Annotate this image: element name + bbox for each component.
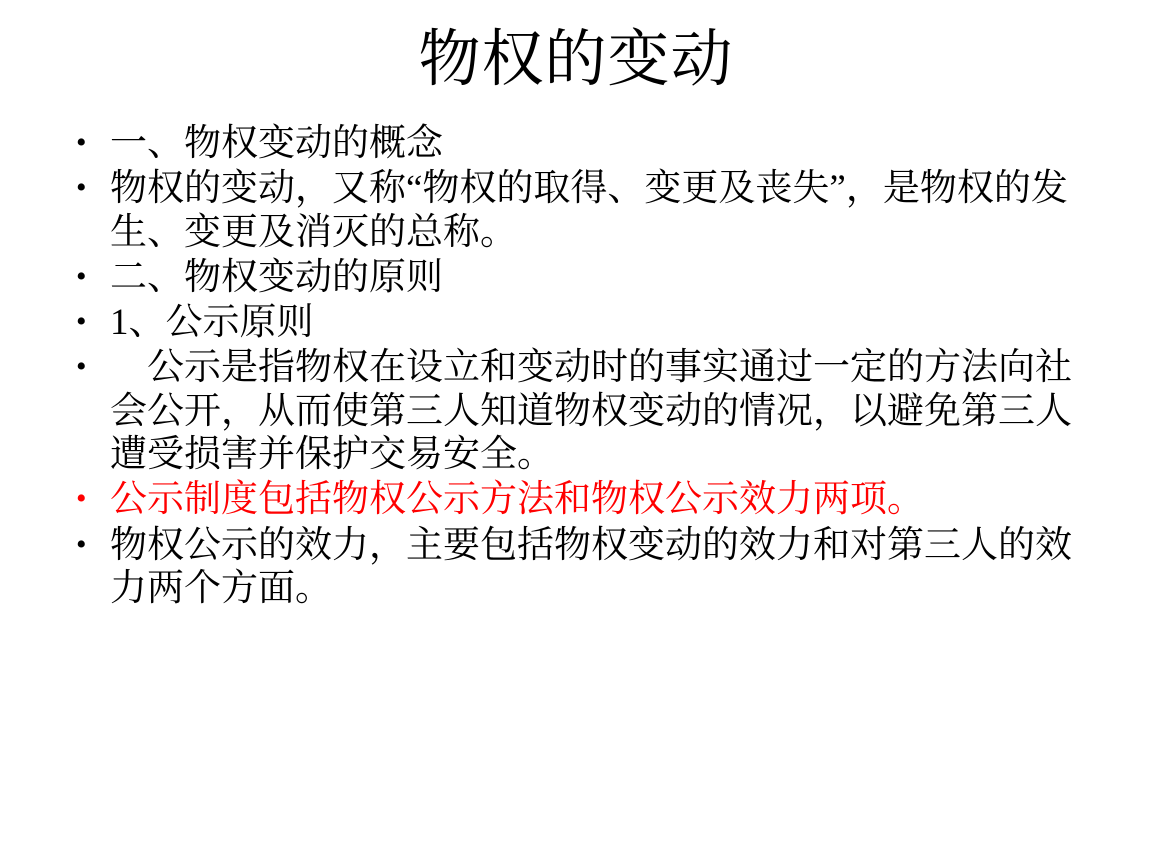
list-item-text: 公示是指物权在设立和变动时的事实通过一定的方法向社会公开，从而使第三人知道物权变动的情况，以避免第三人遭受损害并保护交易安全。 bbox=[110, 347, 1072, 475]
list-item-text: 公示制度包括物权公示方法和物权公示效力两项。 bbox=[110, 479, 924, 521]
bullet-point-icon: • bbox=[76, 126, 87, 159]
list-item-text: 1、公示原则 bbox=[110, 302, 314, 344]
list-item bbox=[62, 301, 1092, 344]
bullet-point-icon: • bbox=[76, 259, 87, 293]
list-item bbox=[62, 346, 1092, 476]
list-item bbox=[62, 256, 1092, 299]
bullet-point-icon: • bbox=[76, 482, 87, 516]
list-item-text: 物权的变动，又称“物权的取得、变更及丧失”，是物权的发生、变更及消灭的总称。 bbox=[110, 168, 1068, 253]
bullet-point-icon: • bbox=[76, 350, 87, 384]
list-item-text: 物权公示的效力，主要包括物权变动的效力和对第三人的效力两个方面。 bbox=[110, 524, 1072, 609]
bullet-point-icon: • bbox=[76, 305, 87, 339]
list-item bbox=[62, 524, 1092, 611]
list-item-text: 一、物权变动的概念 bbox=[110, 123, 443, 164]
list-item bbox=[62, 122, 1092, 165]
slide-bullet-list bbox=[62, 122, 1092, 612]
list-item-text: 二、物权变动的原则 bbox=[110, 256, 443, 298]
list-item-highlighted bbox=[62, 478, 1092, 521]
list-item bbox=[62, 167, 1092, 254]
bullet-point-icon: • bbox=[76, 527, 87, 561]
page-title: 物权的变动 bbox=[418, 26, 734, 94]
bullet-point-icon: • bbox=[76, 171, 87, 205]
